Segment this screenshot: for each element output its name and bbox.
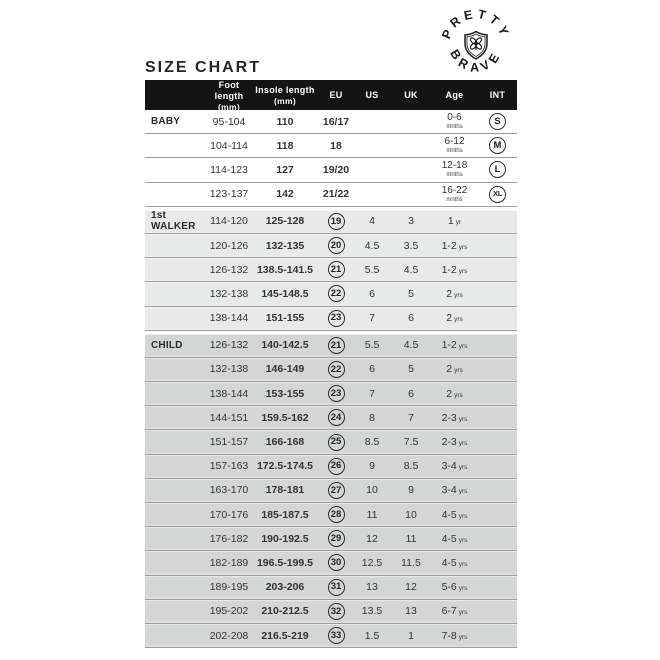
uk-size-cell: 3.5: [403, 239, 419, 252]
age-value: 1-2: [441, 239, 457, 252]
eu-size-badge: 23: [328, 385, 345, 402]
eu-size-cell: [319, 213, 353, 230]
int-size-badge: M: [489, 137, 506, 154]
header-label: US: [365, 90, 379, 101]
category-cell: CHILD: [151, 339, 183, 351]
eu-size-cell: [319, 261, 353, 278]
age-value: 2-3: [441, 436, 457, 449]
foot-length-cell: 202-208: [209, 629, 249, 642]
header-cell: [391, 90, 431, 101]
age-value: 2: [446, 387, 453, 400]
age-cell: [431, 605, 478, 617]
table-row: [145, 455, 517, 479]
size-chart-table: [145, 80, 517, 648]
table-row: [145, 600, 517, 624]
uk-size-cell: 7: [408, 411, 414, 424]
header-label: Insole length: [255, 85, 315, 96]
table-section-1st-walker: [145, 207, 517, 331]
category-cell: 1st WALKER: [151, 210, 196, 233]
us-size-cell: 6: [369, 287, 375, 300]
foot-length-cell: 132-138: [209, 287, 249, 300]
insole-length-cell: 190-192.5: [261, 532, 309, 545]
insole-length-cell: 118: [276, 139, 294, 152]
foot-length-cell: 163-170: [209, 484, 249, 497]
insole-length-cell: 166-168: [265, 436, 305, 449]
uk-size-cell: 9: [408, 484, 414, 497]
age-cell: [431, 215, 478, 227]
table-row: [145, 210, 517, 234]
age-unit: yrs: [458, 488, 468, 496]
table-row: [145, 334, 517, 358]
age-unit: yrs: [454, 291, 463, 299]
age-value: 2-3: [441, 411, 457, 424]
us-size-cell: 8: [369, 411, 375, 424]
age-cell: [431, 630, 478, 642]
us-size-cell: 11: [366, 508, 378, 521]
foot-length-cell: 189-195: [209, 581, 249, 594]
age-value: 0-6: [447, 112, 462, 124]
table-body: [145, 110, 517, 648]
age-value: 7-8: [441, 629, 457, 642]
table-row: [145, 551, 517, 575]
age-cell: [431, 240, 478, 252]
age-value: 1-2: [441, 339, 457, 352]
table-header: [145, 80, 517, 110]
eu-size-cell: 18: [330, 139, 342, 152]
eu-size-cell: [319, 554, 353, 571]
header-cell: [207, 80, 251, 112]
foot-length-cell: 120-126: [209, 239, 249, 252]
foot-length-cell: 114-123: [210, 163, 248, 176]
age-unit: yrs: [458, 536, 468, 544]
foot-length-cell: 126-132: [209, 339, 249, 352]
insole-length-cell: 140-142.5: [261, 339, 309, 352]
age-unit: yrs: [458, 267, 468, 275]
insole-length-cell: 146-149: [265, 363, 305, 376]
table-row: [145, 134, 517, 158]
eu-size-badge: 19: [328, 213, 345, 230]
foot-length-cell: 95-104: [212, 115, 246, 128]
foot-length-cell: 114-120: [210, 215, 248, 228]
table-row: [145, 479, 517, 503]
header-cell: [353, 90, 391, 101]
eu-size-badge: 22: [328, 285, 345, 302]
page-title: SIZE CHART: [145, 59, 261, 76]
age-unit: mnths: [446, 148, 463, 155]
age-unit: yr: [455, 219, 462, 227]
us-size-cell: 6: [369, 363, 375, 376]
insole-length-cell: 178-181: [265, 484, 305, 497]
age-cell: [431, 264, 478, 276]
age-unit: yrs: [454, 316, 463, 324]
eu-size-cell: [319, 434, 353, 451]
foot-length-cell: 123-137: [209, 188, 249, 201]
table-row: [145, 234, 517, 258]
insole-length-cell: 127: [276, 163, 294, 176]
age-cell: [431, 436, 478, 448]
us-size-cell: 9: [369, 460, 375, 473]
table-row: [145, 110, 517, 134]
header-label: UK: [404, 90, 418, 101]
int-size-badge: S: [489, 113, 506, 130]
int-size-cell: [478, 113, 517, 130]
uk-size-cell: 4.5: [403, 339, 419, 352]
eu-size-badge: 20: [328, 237, 345, 254]
uk-size-cell: 10: [405, 508, 417, 521]
eu-size-badge: 30: [328, 554, 345, 571]
eu-size-badge: 33: [328, 627, 345, 644]
us-size-cell: 5.5: [364, 263, 380, 276]
eu-size-badge: 22: [328, 361, 345, 378]
insole-length-cell: 132-135: [265, 239, 305, 252]
age-value: 2: [446, 312, 453, 325]
age-unit: yrs: [458, 585, 468, 593]
us-size-cell: 13.5: [361, 605, 383, 618]
eu-size-badge: 23: [328, 310, 345, 327]
insole-length-cell: 138.5-141.5: [256, 263, 314, 276]
age-value: 3-4: [441, 484, 457, 497]
table-row: [145, 183, 517, 207]
foot-length-cell: 182-189: [209, 556, 249, 569]
us-size-cell: 1.5: [364, 629, 380, 642]
eu-size-badge: 28: [328, 506, 345, 523]
age-unit: yrs: [458, 512, 468, 520]
us-size-cell: 13: [366, 581, 378, 594]
eu-size-cell: [319, 285, 353, 302]
eu-size-badge: 31: [328, 579, 345, 596]
table-row: [145, 576, 517, 600]
uk-size-cell: 6: [408, 387, 414, 400]
age-cell: [431, 312, 478, 324]
foot-length-cell: 170-176: [209, 508, 249, 521]
table-row: [145, 406, 517, 430]
uk-size-cell: 7.5: [403, 436, 419, 449]
logo-bottom-text: BRAVE: [447, 47, 505, 75]
eu-size-cell: 19/20: [322, 163, 350, 176]
int-size-badge: L: [489, 161, 506, 178]
header-label: INT: [489, 90, 506, 101]
eu-size-cell: [319, 530, 353, 547]
eu-size-cell: [319, 603, 353, 620]
table-row: [145, 527, 517, 551]
age-value: 12-18: [441, 160, 468, 172]
age-value: 1-2: [441, 263, 457, 276]
shield-clover-icon: [465, 32, 487, 60]
age-cell: [431, 339, 478, 351]
table-row: [145, 258, 517, 282]
table-row: [145, 624, 517, 648]
age-value: 4-5: [441, 508, 457, 521]
insole-length-cell: 125-128: [265, 215, 305, 228]
age-unit: yrs: [454, 391, 463, 399]
table-row: [145, 382, 517, 406]
insole-length-cell: 172.5-174.5: [256, 460, 314, 473]
insole-length-cell: 153-155: [265, 387, 305, 400]
uk-size-cell: 5: [408, 287, 414, 300]
header-label: Age: [445, 90, 464, 101]
eu-size-cell: [319, 361, 353, 378]
eu-size-cell: [319, 409, 353, 426]
eu-size-badge: 25: [328, 434, 345, 451]
age-cell: [431, 509, 478, 521]
age-unit: yrs: [458, 440, 468, 448]
eu-size-cell: [319, 385, 353, 402]
category-cell: BABY: [151, 116, 181, 128]
insole-length-cell: 151-155: [265, 312, 305, 325]
eu-size-cell: [319, 579, 353, 596]
eu-size-badge: 21: [328, 261, 345, 278]
eu-size-badge: 32: [328, 603, 345, 620]
int-size-cell: [478, 161, 517, 178]
table-row: [145, 282, 517, 306]
age-unit: yrs: [458, 633, 468, 641]
eu-size-cell: 16/17: [322, 115, 350, 128]
eu-size-cell: [319, 337, 353, 354]
insole-length-cell: 110: [276, 115, 294, 128]
table-row: [145, 503, 517, 527]
eu-size-badge: 29: [328, 530, 345, 547]
insole-length-cell: 159.5-162: [261, 411, 309, 424]
table-row: [145, 158, 517, 182]
age-value: 4-5: [441, 532, 457, 545]
age-cell: [431, 460, 478, 472]
uk-size-cell: 1: [408, 629, 414, 642]
age-cell: [431, 137, 478, 154]
svg-text:PRETTY: [439, 7, 513, 41]
age-value: 4-5: [441, 556, 457, 569]
age-unit: mnths: [446, 124, 463, 131]
age-cell: [431, 581, 478, 593]
header-sublabel: (mm): [274, 96, 296, 107]
age-unit: yrs: [458, 415, 468, 423]
age-value: 3-4: [441, 460, 457, 473]
foot-length-cell: 138-144: [209, 312, 249, 325]
eu-size-badge: 26: [328, 458, 345, 475]
foot-length-cell: 138-144: [209, 387, 249, 400]
age-unit: yrs: [458, 343, 468, 351]
age-value: 2: [446, 363, 453, 376]
eu-size-cell: [319, 458, 353, 475]
svg-text:BRAVE: [447, 47, 505, 75]
foot-length-cell: 151-157: [209, 436, 249, 449]
eu-size-cell: [319, 627, 353, 644]
header-cell: [251, 85, 319, 106]
age-value: 6-7: [441, 605, 457, 618]
uk-size-cell: 5: [408, 363, 414, 376]
age-unit: yrs: [458, 609, 468, 617]
eu-size-badge: 24: [328, 409, 345, 426]
foot-length-cell: 144-151: [209, 411, 249, 424]
us-size-cell: 4.5: [364, 239, 380, 252]
age-cell: [431, 363, 478, 375]
age-unit: yrs: [454, 367, 463, 375]
insole-length-cell: 210-212.5: [261, 605, 309, 618]
uk-size-cell: 13: [405, 605, 417, 618]
insole-length-cell: 185-187.5: [261, 508, 309, 521]
header-label: EU: [329, 90, 343, 101]
us-size-cell: 12: [366, 532, 378, 545]
eu-size-badge: 27: [328, 482, 345, 499]
age-value: 16-22: [441, 184, 468, 196]
header-cell: [319, 90, 353, 101]
age-value: 5-6: [441, 581, 457, 594]
us-size-cell: 7: [369, 387, 375, 400]
insole-length-cell: 216.5-219: [261, 629, 309, 642]
age-cell: [431, 288, 478, 300]
logo-top-text: PRETTY: [439, 6, 513, 41]
age-cell: [431, 186, 478, 203]
age-cell: [431, 113, 478, 130]
age-value: 6-12: [444, 136, 465, 148]
uk-size-cell: 8.5: [403, 460, 419, 473]
us-size-cell: 5.5: [364, 339, 380, 352]
header-cell: [478, 90, 517, 101]
age-value: 1: [447, 215, 454, 228]
uk-size-cell: 11.5: [401, 556, 421, 569]
us-size-cell: 10: [366, 484, 378, 497]
foot-length-cell: 104-114: [210, 139, 248, 152]
brand-logo: [433, 2, 519, 88]
header-label: Foot length: [214, 80, 244, 101]
eu-size-cell: [319, 310, 353, 327]
age-cell: [431, 484, 478, 496]
foot-length-cell: 195-202: [209, 605, 249, 618]
age-unit: mnths: [446, 172, 463, 179]
insole-length-cell: 203-206: [265, 581, 305, 594]
table-section-baby: [145, 110, 517, 207]
int-size-cell: [478, 137, 517, 154]
us-size-cell: 12.5: [361, 556, 383, 569]
insole-length-cell: 142: [276, 188, 294, 201]
table-section-child: [145, 331, 517, 648]
foot-length-cell: 157-163: [209, 460, 249, 473]
age-unit: yrs: [458, 560, 468, 568]
foot-length-cell: 132-138: [209, 363, 249, 376]
insole-length-cell: 145-148.5: [261, 287, 309, 300]
age-cell: [431, 161, 478, 178]
int-size-cell: [478, 186, 517, 203]
uk-size-cell: 11: [405, 532, 417, 545]
us-size-cell: 4: [369, 215, 375, 228]
uk-size-cell: 4.5: [403, 263, 419, 276]
table-row: [145, 307, 517, 331]
age-cell: [431, 557, 478, 569]
insole-length-cell: 196.5-199.5: [256, 556, 314, 569]
table-row: [145, 430, 517, 454]
table-row: [145, 358, 517, 382]
int-size-badge: XL: [489, 186, 506, 203]
eu-size-badge: 21: [328, 337, 345, 354]
age-cell: [431, 412, 478, 424]
eu-size-cell: [319, 482, 353, 499]
eu-size-cell: 21/22: [322, 188, 350, 201]
age-cell: [431, 388, 478, 400]
uk-size-cell: 12: [405, 581, 417, 594]
foot-length-cell: 126-132: [209, 263, 249, 276]
eu-size-cell: [319, 237, 353, 254]
uk-size-cell: 6: [408, 312, 414, 325]
age-unit: mnths: [446, 196, 463, 203]
uk-size-cell: 3: [408, 215, 414, 228]
foot-length-cell: 176-182: [209, 532, 249, 545]
eu-size-cell: [319, 506, 353, 523]
us-size-cell: 8.5: [364, 436, 380, 449]
header-cell: [431, 90, 478, 101]
age-unit: yrs: [458, 464, 468, 472]
age-value: 2: [446, 287, 453, 300]
age-unit: yrs: [458, 243, 468, 251]
header-sublabel: (mm): [218, 101, 240, 112]
age-cell: [431, 533, 478, 545]
us-size-cell: 7: [369, 312, 375, 325]
